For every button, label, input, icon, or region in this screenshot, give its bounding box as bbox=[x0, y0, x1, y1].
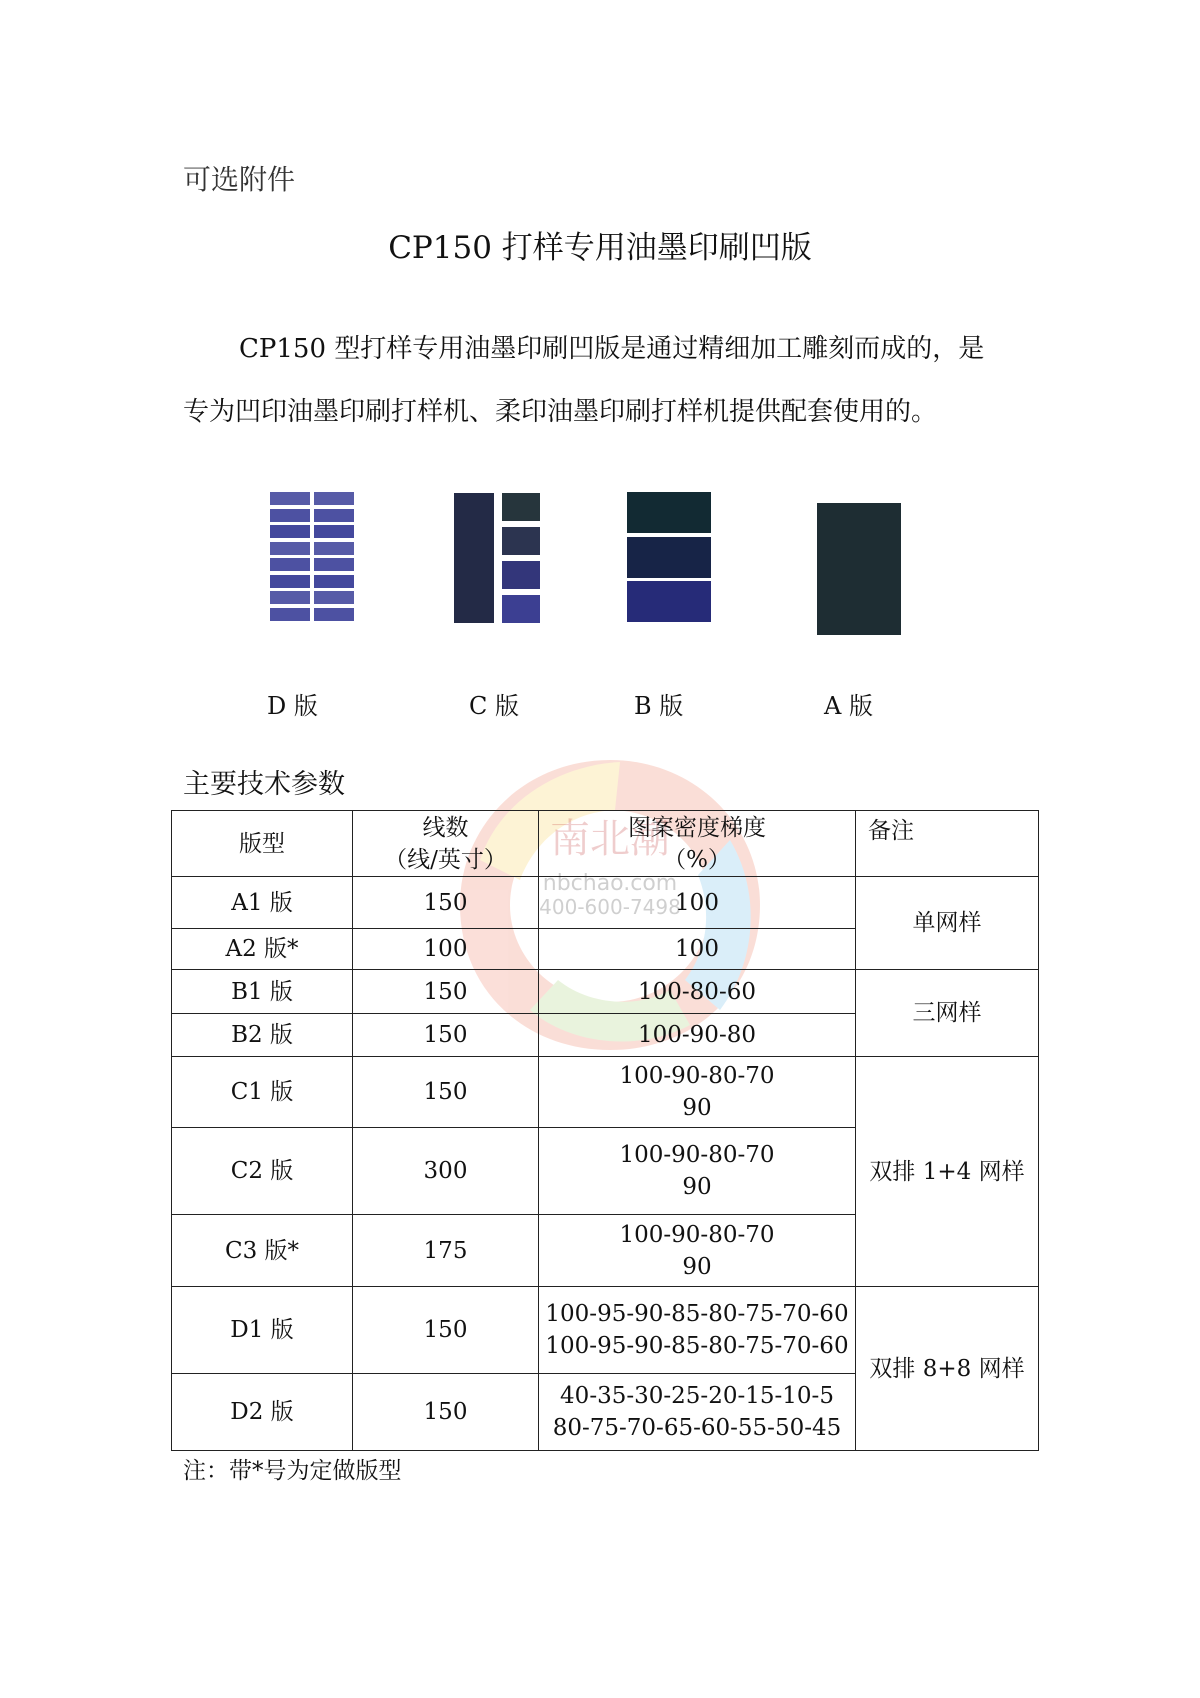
row-type: C1 版 bbox=[172, 1057, 353, 1128]
row-type: C2 版 bbox=[172, 1128, 353, 1215]
c-plate-cell-1 bbox=[502, 493, 540, 521]
d-plate-cell bbox=[270, 542, 310, 555]
b-plate-top bbox=[627, 492, 711, 533]
d-plate-cell bbox=[314, 509, 354, 522]
row-density: 100-90-80 bbox=[539, 1014, 856, 1057]
d-plate-cell bbox=[314, 608, 354, 621]
header-lpi-line2: （线/英寸） bbox=[384, 846, 507, 873]
row-density-line2: 90 bbox=[682, 1253, 712, 1280]
row-lpi: 175 bbox=[353, 1215, 539, 1287]
watermark-site: nbchao.com bbox=[542, 871, 678, 896]
header-density bbox=[539, 811, 856, 877]
header-plate-type: 版型 bbox=[172, 811, 353, 877]
row-density bbox=[539, 1287, 856, 1374]
d-plate-cell bbox=[270, 608, 310, 621]
row-type: C3 版* bbox=[172, 1215, 353, 1287]
d-plate-cell bbox=[270, 558, 310, 571]
row-density bbox=[539, 1128, 856, 1215]
header-density-line2: （%） bbox=[663, 846, 731, 873]
d-plate-cell bbox=[270, 575, 310, 588]
b-plate-middle bbox=[627, 537, 711, 578]
note-a-group: 单网样 bbox=[856, 877, 1039, 970]
intro-line-1: CP150 型打样专用油墨印刷凹版是通过精细加工雕刻而成的，是 bbox=[239, 334, 985, 364]
row-type: B1 版 bbox=[172, 970, 353, 1014]
row-density: 100 bbox=[539, 877, 856, 929]
b-plate-image bbox=[627, 492, 711, 622]
row-lpi: 150 bbox=[353, 877, 539, 929]
c-plate-tall-cell bbox=[454, 493, 494, 623]
c-plate-cell-4 bbox=[502, 595, 540, 623]
plate-label-c: C 版 bbox=[469, 692, 519, 720]
c-plate-cell-3 bbox=[502, 561, 540, 589]
intro-paragraph bbox=[183, 318, 1033, 444]
row-type: D2 版 bbox=[172, 1374, 353, 1451]
plate-label-a: A 版 bbox=[824, 692, 873, 720]
row-density bbox=[539, 1215, 856, 1287]
header-lpi bbox=[353, 811, 539, 877]
row-type: D1 版 bbox=[172, 1287, 353, 1374]
row-density-line1: 100-95-90-85-80-75-70-60 bbox=[545, 1301, 849, 1327]
note-c-group: 双排 1+4 网样 bbox=[856, 1057, 1039, 1287]
d-plate-cell bbox=[270, 525, 310, 538]
b-plate-bottom bbox=[627, 581, 711, 622]
table-row bbox=[172, 877, 1039, 929]
row-density-line1: 100-90-80-70 bbox=[619, 1221, 775, 1248]
plate-label-b: B 版 bbox=[634, 692, 684, 720]
plate-label-d: D 版 bbox=[267, 692, 318, 720]
row-density: 100-80-60 bbox=[539, 970, 856, 1014]
row-type: A2 版* bbox=[172, 929, 353, 970]
d-plate-cell bbox=[270, 509, 310, 522]
section-label: 可选附件 bbox=[183, 163, 296, 196]
row-density: 100 bbox=[539, 929, 856, 970]
row-type: B2 版 bbox=[172, 1014, 353, 1057]
d-plate-cell bbox=[314, 542, 354, 555]
d-plate-image bbox=[270, 492, 354, 622]
watermark-phone: 400-600-7498 bbox=[539, 895, 681, 919]
d-plate-cell bbox=[270, 492, 310, 505]
header-note: 备注 bbox=[856, 811, 1039, 877]
d-plate-cell bbox=[314, 558, 354, 571]
d-plate-cell bbox=[314, 492, 354, 505]
spec-table bbox=[171, 810, 1039, 1451]
table-row bbox=[172, 1057, 1039, 1128]
document-title: CP150 打样专用油墨印刷凹版 bbox=[388, 230, 812, 266]
row-density-line1: 100-90-80-70 bbox=[619, 1142, 775, 1168]
row-density bbox=[539, 1374, 856, 1451]
row-lpi: 300 bbox=[353, 1128, 539, 1215]
row-density bbox=[539, 1057, 856, 1128]
d-plate-cell bbox=[314, 525, 354, 538]
row-density-line1: 40-35-30-25-20-15-10-5 bbox=[560, 1383, 834, 1409]
row-lpi: 150 bbox=[353, 970, 539, 1014]
table-row bbox=[172, 970, 1039, 1014]
row-density-line2: 90 bbox=[682, 1095, 712, 1121]
row-lpi: 150 bbox=[353, 1287, 539, 1374]
row-type: A1 版 bbox=[172, 877, 353, 929]
watermark-brand: 南北潮 bbox=[550, 816, 670, 862]
row-density-line2: 80-75-70-65-60-55-50-45 bbox=[552, 1415, 842, 1441]
row-lpi: 150 bbox=[353, 1374, 539, 1451]
row-density-line1: 100-90-80-70 bbox=[619, 1063, 775, 1089]
table-header-row bbox=[172, 811, 1039, 877]
row-lpi: 100 bbox=[353, 929, 539, 970]
c-plate-image bbox=[454, 493, 540, 623]
row-lpi: 150 bbox=[353, 1057, 539, 1128]
params-heading: 主要技术参数 bbox=[183, 769, 345, 800]
table-row bbox=[172, 1287, 1039, 1374]
d-plate-cell bbox=[314, 575, 354, 588]
row-lpi: 150 bbox=[353, 1014, 539, 1057]
row-density-line2: 90 bbox=[682, 1174, 712, 1200]
intro-line-2: 专为凹印油墨印刷打样机、柔印油墨印刷打样机提供配套使用的。 bbox=[183, 397, 938, 427]
header-density-line1: 图案密度梯度 bbox=[628, 814, 766, 841]
row-density-line2: 100-95-90-85-80-75-70-60 bbox=[545, 1333, 849, 1359]
d-plate-cell bbox=[270, 591, 310, 604]
note-d-group: 双排 8+8 网样 bbox=[856, 1287, 1039, 1451]
d-plate-cell bbox=[314, 591, 354, 604]
footnote: 注：带*号为定做版型 bbox=[183, 1458, 402, 1484]
note-b-group: 三网样 bbox=[856, 970, 1039, 1057]
header-lpi-line1: 线数 bbox=[422, 814, 469, 841]
a-plate-image bbox=[817, 503, 901, 635]
c-plate-cell-2 bbox=[502, 527, 540, 555]
